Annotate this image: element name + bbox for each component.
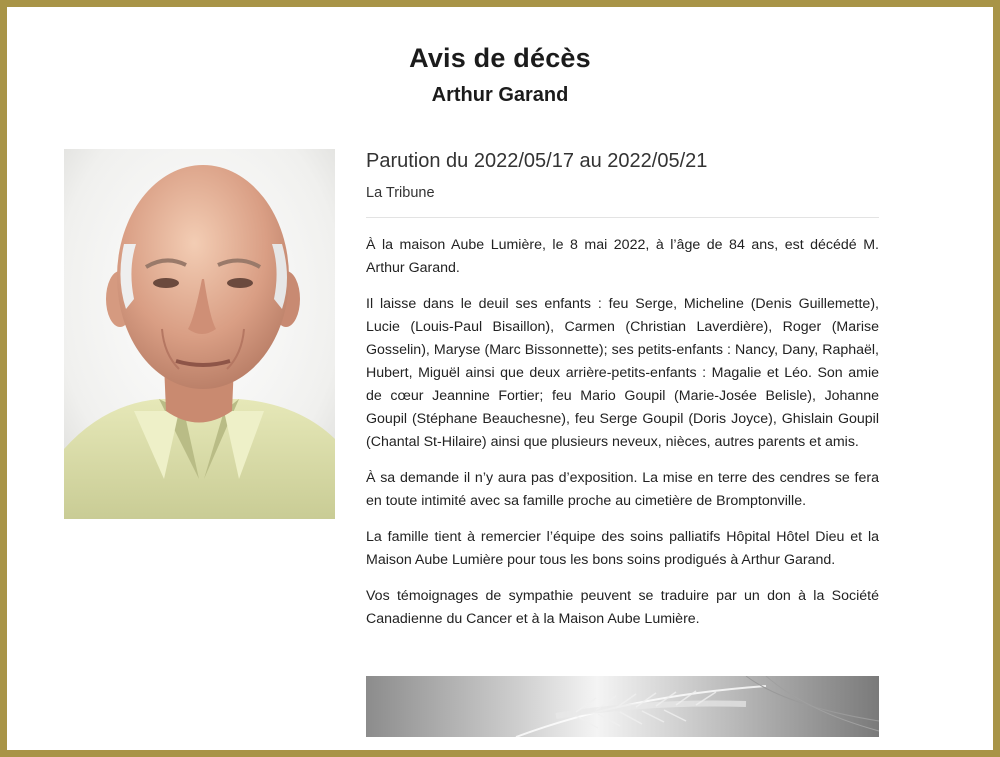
wheat-banner: [366, 676, 879, 737]
page-title: Avis de décès: [409, 43, 591, 73]
paragraph-thanks: La famille tient à remercier l’équipe des soins palliatifs Hôpital Hôtel Dieu et la Maison Aube Lumière pour tous les bons soins prodigués à Arthur Garand.: [366, 529, 879, 568]
notice-content: [366, 148, 879, 644]
newspaper-name: La Tribune: [366, 185, 435, 201]
publication-period: Parution du 2022/05/17 au 2022/05/21: [366, 150, 708, 172]
divider: [366, 217, 879, 218]
paragraph-donations: Vos témoignages de sympathie peuvent se traduire par un don à la Société Canadienne du Cancer et à la Maison Aube Lumière.: [366, 588, 879, 627]
deceased-name: Arthur Garand: [431, 84, 569, 106]
notice-body: [366, 234, 879, 631]
paragraph-death: À la maison Aube Lumière, le 8 mai 2022, à l’âge de 84 ans, est décédé M. Arthur Garand.: [366, 237, 879, 276]
paragraph-family: Il laisse dans le deuil ses enfants : feu Serge, Micheline (Denis Guillemette), Lucie (Louis-Paul Bisaillon), Carmen (Christian Laverdière), Roger (Marise Gosselin), Maryse (Marc Bissonnette); ses petits-enfants : Nancy, Dany, Raphaël, Hubert, Miguël ainsi que deux arrière-petits-enfants : Magalie et Léo. Son amie de cœur Jeannine Fortier; feu Mario Goupil (Marie-Josée Belisle), Johanne Goupil (Stéphane Beauchesne), feu Serge Goupil (Doris Joyce), Ghislain Goupil (Chantal St-Hilaire) ainsi que plusieurs neveux, nièces, autres parents et amis.: [366, 296, 879, 450]
portrait-photo: [64, 149, 335, 519]
paragraph-arrangements: À sa demande il n’y aura pas d’exposition. La mise en terre des cendres se fera en toute intimité avec sa famille proche au cimetière de Bromptonville.: [366, 470, 879, 509]
